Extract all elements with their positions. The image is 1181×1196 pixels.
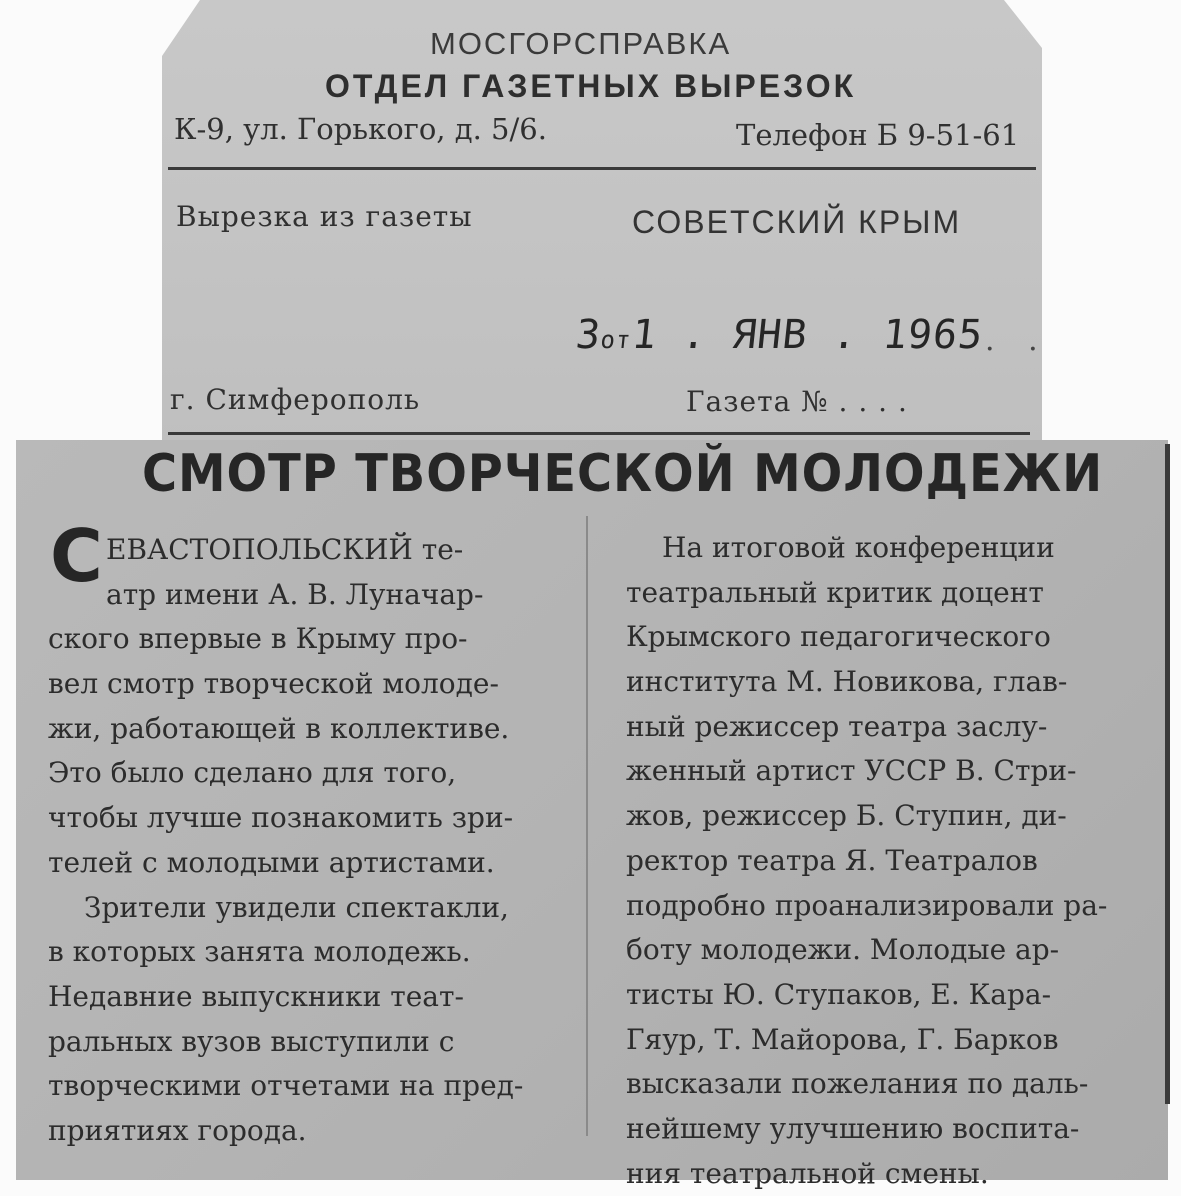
department-name: ОТДЕЛ ГАЗЕТНЫХ ВЫРЕЗОК <box>325 68 857 104</box>
left-line: телей с молодыми артистами. <box>48 845 495 879</box>
column-divider <box>586 516 588 1136</box>
issue-number-label: Газета № . . . . <box>686 385 908 418</box>
article-headline: СМОТР ТВОРЧЕСКОЙ МОЛОДЕЖИ <box>142 444 1104 504</box>
date-rest: 1 . ЯНВ . 1965 <box>629 312 986 358</box>
right-line: Гяур, Т. Майорова, Г. Барков <box>626 1022 1059 1056</box>
right-line: ректор театра Я. Театралов <box>626 843 1038 877</box>
right-line: театральный критик доцент <box>626 575 1044 609</box>
date-from-label: от <box>599 326 633 354</box>
right-line: боту молодежи. Молодые ар- <box>626 933 1060 967</box>
left-line: ральных вузов выступили с <box>48 1024 455 1058</box>
right-line: На итоговой конференции <box>662 531 1055 564</box>
handwritten-date <box>574 312 986 358</box>
left-line: в которых занята молодежь. <box>48 935 471 969</box>
left-line: приятиях города. <box>48 1113 307 1147</box>
date-day: 3 <box>573 312 604 358</box>
right-line: жов, режиссер Б. Ступин, ди- <box>626 799 1067 833</box>
right-line: ный режиссер театра заслу- <box>626 709 1048 743</box>
left-line: творческими отчетами на пред- <box>48 1069 524 1103</box>
left-line: атр имени А. В. Луначар- <box>106 577 484 611</box>
city-label: г. Симферополь <box>170 383 421 416</box>
article-left-column <box>48 528 564 1154</box>
right-line: Крымского педагогического <box>626 620 1051 654</box>
right-line: ния театральной смены. <box>626 1156 989 1190</box>
right-line: нейшему улучшению воспита- <box>626 1111 1080 1145</box>
form-bottom-divider <box>168 432 1030 435</box>
agency-phone: Телефон Б 9-51-61 <box>736 118 1020 152</box>
article-right-column <box>626 526 1142 1196</box>
left-line: Зрители увидели спектакли, <box>84 890 509 924</box>
right-line: подробно проанализировали ра- <box>626 888 1108 922</box>
date-trailing-dots: · · <box>985 332 1050 367</box>
left-line: чтобы лучше познакомить зри- <box>48 801 514 835</box>
left-line: ЕВАСТОПОЛЬСКИЙ те- <box>106 533 464 566</box>
right-line: высказали пожелания по даль- <box>626 1067 1089 1101</box>
agency-address: К-9, ул. Горького, д. 5/6. <box>174 112 547 146</box>
agency-name: МОСГОРСПРАВКА <box>430 26 732 61</box>
right-line: тисты Ю. Ступаков, Е. Кара- <box>626 977 1052 1011</box>
right-line: института М. Новикова, глав- <box>626 665 1068 699</box>
clipping-edge-shadow <box>1165 444 1170 1104</box>
clipping-label: Вырезка из газеты <box>176 200 473 233</box>
newspaper-name: СОВЕТСКИЙ КРЫМ <box>632 204 962 240</box>
left-line: Недавние выпускники теат- <box>48 979 464 1013</box>
left-line: жи, работающей в коллективе. <box>48 711 510 745</box>
drop-cap: С <box>50 514 103 598</box>
left-line: Это было сделано для того, <box>48 756 457 790</box>
right-line: женный артист УССР В. Стри- <box>626 754 1077 788</box>
left-line: ского впервые в Крыму про- <box>48 622 468 656</box>
header-divider <box>168 167 1036 170</box>
left-line: вел смотр творческой молоде- <box>48 667 499 701</box>
